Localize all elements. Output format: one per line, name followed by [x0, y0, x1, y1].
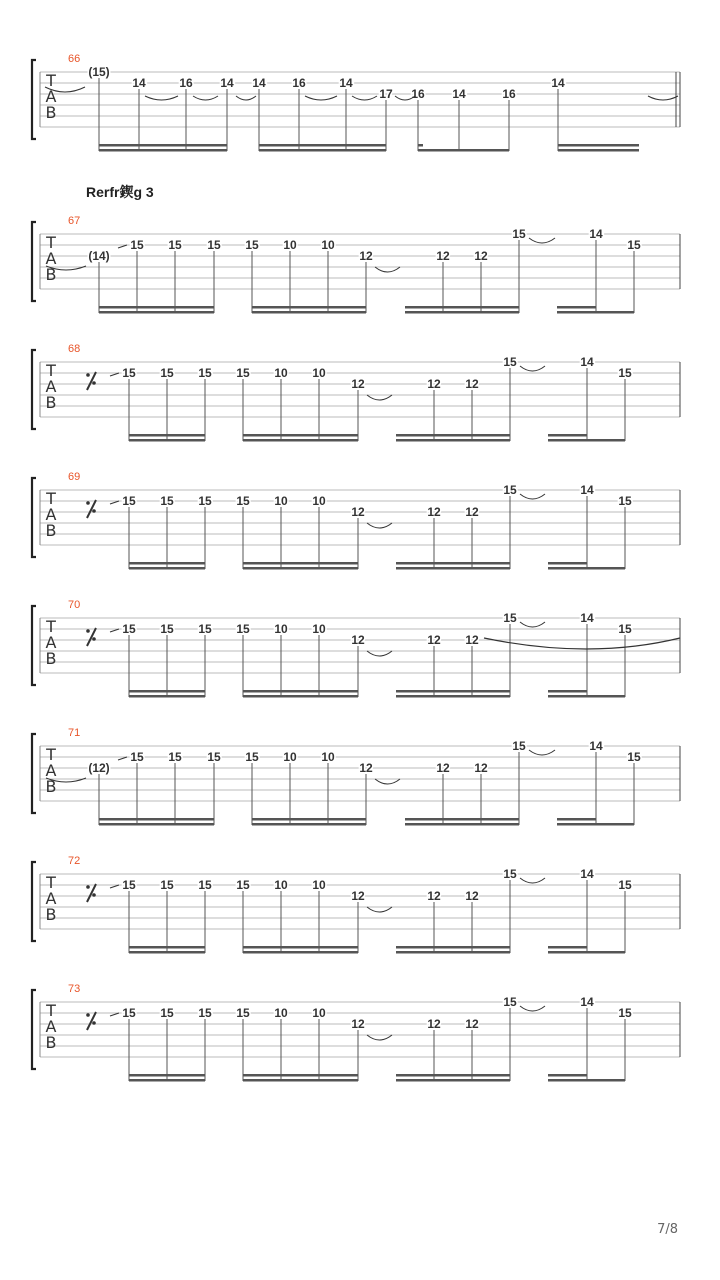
repeat-dot	[86, 373, 90, 377]
system-bracket	[32, 350, 36, 429]
beam	[129, 1074, 205, 1077]
beam	[129, 567, 205, 570]
fret-number: 16	[411, 87, 425, 101]
beam	[548, 951, 625, 954]
tab-system-67	[32, 215, 680, 314]
system-bracket	[32, 990, 36, 1069]
beam	[396, 690, 510, 693]
fret-number: 15	[122, 494, 136, 508]
fret-number: 15	[236, 622, 250, 636]
repeat-dot	[92, 637, 96, 641]
tie-curve	[520, 1006, 545, 1011]
beam	[418, 144, 423, 147]
beam	[129, 439, 205, 442]
fret-number: 14	[252, 76, 266, 90]
tab-clef-a: A	[45, 249, 57, 268]
fret-number: 15	[236, 878, 250, 892]
beam	[558, 149, 639, 152]
tab-clef-a: A	[45, 633, 57, 652]
fret-number: 10	[312, 366, 326, 380]
tie-curve	[520, 366, 545, 371]
fret-number: 14	[580, 483, 594, 497]
repeat-dot	[86, 885, 90, 889]
fret-number: 12	[351, 633, 365, 647]
fret-number: 15	[198, 366, 212, 380]
fret-number: 14	[580, 867, 594, 881]
tab-system-71	[32, 727, 680, 826]
tie-curve	[145, 96, 178, 100]
tab-system-66	[32, 53, 680, 152]
beam	[396, 695, 510, 698]
tie-curve	[529, 750, 555, 755]
fret-number: 14	[220, 76, 234, 90]
beam	[252, 818, 366, 821]
beam	[243, 567, 358, 570]
fret-number: 15	[512, 227, 526, 241]
tie-curve	[367, 395, 392, 400]
fret-number: 15	[122, 622, 136, 636]
beam	[129, 946, 205, 949]
beam	[396, 1074, 510, 1077]
fret-number: 10	[274, 878, 288, 892]
beam	[557, 823, 634, 826]
fret-number: 15	[168, 238, 182, 252]
beam	[405, 818, 519, 821]
tab-system-69	[32, 471, 680, 570]
measure-number: 69	[68, 471, 81, 483]
fret-number: 14	[580, 995, 594, 1009]
beam	[396, 951, 510, 954]
beam	[99, 818, 214, 821]
measure-number: 68	[68, 343, 81, 355]
beam	[405, 306, 519, 309]
beam	[548, 690, 587, 693]
repeat-dot	[86, 1013, 90, 1017]
fret-number: 15	[122, 878, 136, 892]
tab-clef-b: B	[45, 905, 57, 924]
beam	[396, 946, 510, 949]
beam	[252, 311, 366, 314]
tie-curve	[520, 494, 545, 499]
fret-number: 12	[436, 249, 450, 263]
fret-number: 15	[627, 238, 641, 252]
fret-number: 15	[503, 355, 517, 369]
fret-number: 15	[618, 1006, 632, 1020]
repeat-dot	[92, 1021, 96, 1025]
fret-number: 14	[589, 739, 603, 753]
system-bracket	[32, 734, 36, 813]
fret-number: 16	[179, 76, 193, 90]
tab-clef-b: B	[45, 649, 57, 668]
beam	[396, 434, 510, 437]
fret-number: 12	[465, 505, 479, 519]
fret-number: 15	[122, 366, 136, 380]
tab-clef-b: B	[45, 777, 57, 796]
beam	[548, 434, 587, 437]
measure-number: 66	[68, 53, 81, 65]
fret-number: 16	[292, 76, 306, 90]
measure-number: 67	[68, 215, 81, 227]
beam	[558, 144, 639, 147]
tab-clef-t: T	[46, 233, 56, 252]
tab-clef-a: A	[45, 505, 57, 524]
fret-number: 12	[351, 505, 365, 519]
fret-number: 14	[589, 227, 603, 241]
tab-clef-a: A	[45, 87, 57, 106]
beam	[548, 1079, 625, 1082]
beam	[129, 562, 205, 565]
beam	[129, 690, 205, 693]
fret-number: 12	[465, 633, 479, 647]
fret-number: 17	[379, 87, 393, 101]
fret-number: 14	[452, 87, 466, 101]
beam	[129, 1079, 205, 1082]
repeat-dot	[92, 509, 96, 513]
system-bracket	[32, 478, 36, 557]
repeat-dot	[86, 501, 90, 505]
beam	[548, 439, 625, 442]
fret-number: 15	[245, 750, 259, 764]
tab-clef-b: B	[45, 265, 57, 284]
tab-clef-t: T	[46, 873, 56, 892]
repeat-dot	[92, 893, 96, 897]
fret-number: 12	[474, 249, 488, 263]
fret-number: 15	[236, 366, 250, 380]
measure-number: 73	[68, 983, 81, 995]
beam	[548, 1074, 587, 1077]
fret-number: 10	[321, 238, 335, 252]
tab-system-68	[32, 343, 680, 442]
fret-number: 15	[236, 1006, 250, 1020]
tie-curve	[367, 523, 392, 528]
tie-curve	[648, 96, 678, 100]
fret-number: 15	[503, 483, 517, 497]
beam	[548, 946, 587, 949]
beam	[557, 311, 634, 314]
tie-curve	[236, 96, 256, 100]
system-bracket	[32, 862, 36, 941]
fret-number: 14	[551, 76, 565, 90]
fret-number: (15)	[88, 65, 110, 79]
section-label: Rerfr鍥g 3	[86, 184, 154, 200]
tab-system-73	[32, 983, 680, 1082]
beam	[396, 1079, 510, 1082]
fret-number: 10	[274, 1006, 288, 1020]
fret-number: 10	[283, 750, 297, 764]
tie-curve	[367, 1035, 392, 1040]
fret-number: 15	[160, 622, 174, 636]
fret-number: 15	[160, 1006, 174, 1020]
beam	[548, 695, 625, 698]
system-bracket	[32, 606, 36, 685]
fret-number: 10	[321, 750, 335, 764]
fret-number: 12	[351, 889, 365, 903]
fret-number: 10	[283, 238, 297, 252]
fret-number: 12	[359, 761, 373, 775]
fret-number: 15	[198, 622, 212, 636]
tie-curve	[520, 622, 545, 627]
fret-number: 15	[618, 366, 632, 380]
fret-number: 10	[274, 494, 288, 508]
fret-number: 12	[427, 377, 441, 391]
fret-number: 12	[427, 1017, 441, 1031]
beam	[396, 562, 510, 565]
beam	[252, 306, 366, 309]
fret-number: 15	[618, 622, 632, 636]
fret-number: 12	[351, 377, 365, 391]
tab-clef-a: A	[45, 377, 57, 396]
fret-number: 15	[618, 494, 632, 508]
beam	[99, 306, 214, 309]
tab-system-72	[32, 855, 680, 954]
beam	[243, 562, 358, 565]
beam	[243, 946, 358, 949]
measure-number: 70	[68, 599, 81, 611]
tab-system-70	[32, 599, 680, 698]
beam	[243, 951, 358, 954]
beam	[243, 695, 358, 698]
fret-number: 15	[512, 739, 526, 753]
tie-curve	[520, 878, 545, 883]
fret-number: 15	[168, 750, 182, 764]
beam	[396, 567, 510, 570]
tab-clef-a: A	[45, 1017, 57, 1036]
fret-number: 10	[274, 366, 288, 380]
beam	[129, 951, 205, 954]
beam	[243, 690, 358, 693]
measure-number: 72	[68, 855, 81, 867]
fret-number: 10	[274, 622, 288, 636]
tab-clef-a: A	[45, 889, 57, 908]
fret-number: 14	[580, 355, 594, 369]
tab-clef-t: T	[46, 617, 56, 636]
fret-number: 15	[618, 878, 632, 892]
beam	[557, 306, 596, 309]
tie-curve	[375, 267, 400, 272]
beam	[129, 434, 205, 437]
fret-number: 12	[474, 761, 488, 775]
tab-clef-a: A	[45, 761, 57, 780]
repeat-dot	[86, 629, 90, 633]
fret-number: (12)	[88, 761, 110, 775]
fret-number: 12	[351, 1017, 365, 1031]
fret-number: 10	[312, 1006, 326, 1020]
tab-clef-t: T	[46, 71, 56, 90]
fret-number: 15	[198, 878, 212, 892]
fret-number: 15	[503, 867, 517, 881]
beam	[548, 562, 587, 565]
fret-number: 15	[122, 1006, 136, 1020]
fret-number: 12	[427, 505, 441, 519]
fret-number: 10	[312, 494, 326, 508]
fret-number: 12	[436, 761, 450, 775]
beam	[252, 823, 366, 826]
fret-number: 10	[312, 622, 326, 636]
fret-number: 12	[465, 1017, 479, 1031]
beam	[129, 695, 205, 698]
beam	[418, 149, 509, 152]
beam	[259, 144, 386, 147]
fret-number: 15	[160, 366, 174, 380]
fret-number: 15	[503, 611, 517, 625]
beam	[243, 1079, 358, 1082]
fret-number: 15	[160, 494, 174, 508]
fret-number: 12	[427, 633, 441, 647]
fret-number: 15	[207, 238, 221, 252]
page-number: 7/8	[657, 1222, 678, 1237]
fret-number: 15	[130, 750, 144, 764]
beam	[557, 818, 596, 821]
measure-number: 71	[68, 727, 81, 739]
system-bracket	[32, 222, 36, 301]
beam	[99, 149, 227, 152]
fret-number: (14)	[88, 249, 110, 263]
beam	[243, 439, 358, 442]
tab-clef-t: T	[46, 489, 56, 508]
beam	[243, 434, 358, 437]
tab-clef-b: B	[45, 103, 57, 122]
repeat-dot	[92, 381, 96, 385]
system-bracket	[32, 60, 36, 139]
beam	[99, 823, 214, 826]
beam	[259, 149, 386, 152]
fret-number: 12	[465, 889, 479, 903]
beam	[243, 1074, 358, 1077]
fret-number: 15	[236, 494, 250, 508]
fret-number: 15	[503, 995, 517, 1009]
fret-number: 15	[198, 1006, 212, 1020]
fret-number: 15	[245, 238, 259, 252]
fret-number: 12	[465, 377, 479, 391]
beam	[99, 311, 214, 314]
fret-number: 15	[627, 750, 641, 764]
fret-number: 14	[132, 76, 146, 90]
tab-clef-b: B	[45, 393, 57, 412]
tie-curve	[375, 779, 400, 784]
tie-curve	[352, 96, 377, 100]
tie-curve	[367, 651, 392, 656]
tie-curve	[529, 238, 555, 243]
beam	[405, 823, 519, 826]
fret-number: 15	[207, 750, 221, 764]
beam	[548, 567, 625, 570]
tie-curve	[193, 96, 218, 100]
tie-curve	[305, 96, 337, 100]
tab-clef-t: T	[46, 361, 56, 380]
tab-clef-b: B	[45, 521, 57, 540]
fret-number: 15	[160, 878, 174, 892]
fret-number: 10	[312, 878, 326, 892]
fret-number: 14	[339, 76, 353, 90]
fret-number: 12	[359, 249, 373, 263]
tab-clef-t: T	[46, 745, 56, 764]
fret-number: 16	[502, 87, 516, 101]
fret-number: 15	[130, 238, 144, 252]
fret-number: 14	[580, 611, 594, 625]
tab-clef-t: T	[46, 1001, 56, 1020]
fret-number: 15	[198, 494, 212, 508]
beam	[405, 311, 519, 314]
fret-number: 12	[427, 889, 441, 903]
beam	[99, 144, 227, 147]
tie-curve	[367, 907, 392, 912]
tab-clef-b: B	[45, 1033, 57, 1052]
beam	[396, 439, 510, 442]
